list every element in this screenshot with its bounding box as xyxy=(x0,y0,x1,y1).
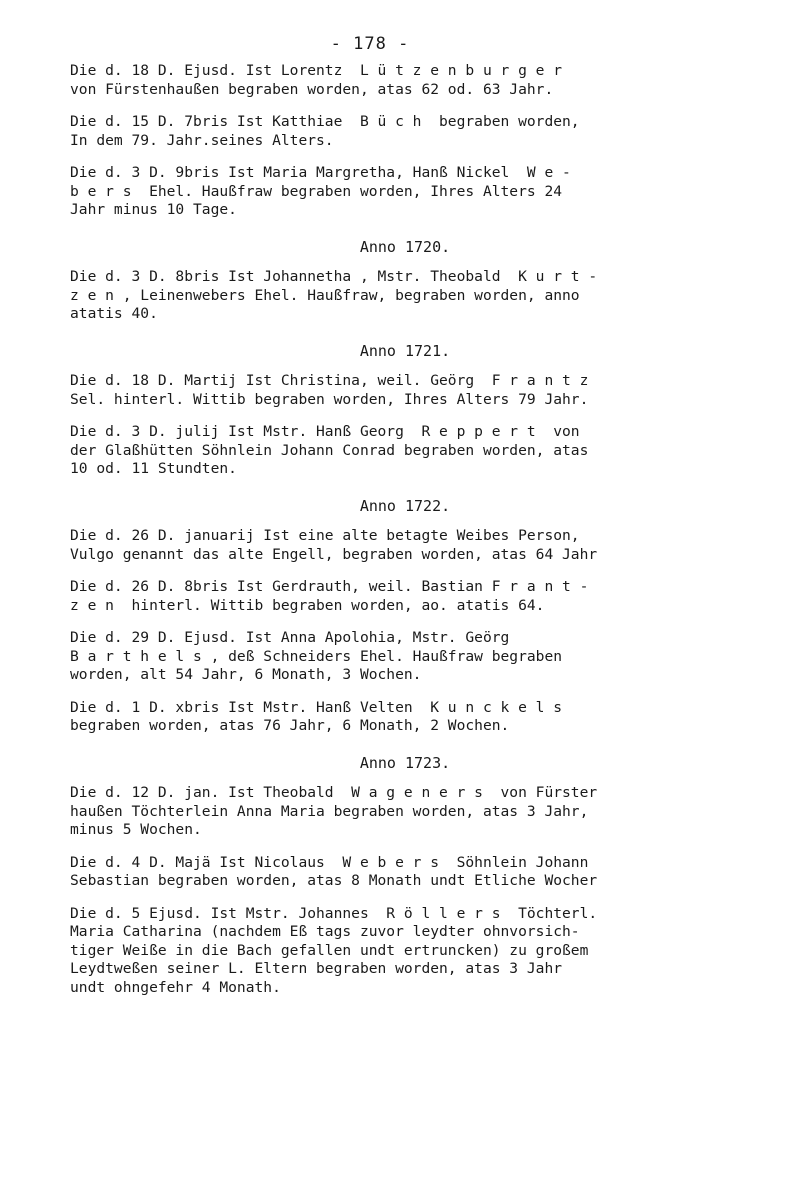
burial-entry: Die d. 3 D. julij Ist Mstr. Hanß Georg R e p p e r t von der Glaßhütten Söhnlein Johann Conrad begraben worden, atas 10 od. 11 Stundten. xyxy=(70,423,589,477)
burial-entry: Die d. 3 D. 8bris Ist Johannetha , Mstr. Theobald K u r t - z e n , Leinenwebers Ehel. Haußfraw, begraben worden, anno atatis 40. xyxy=(70,268,598,322)
register-content xyxy=(70,62,770,1011)
burial-entry: Die d. 26 D. januarij Ist eine alte betagte Weibes Person, Vulgo genannt das alte Engell, begraben worden, atas 64 Jahr xyxy=(70,527,598,563)
burial-entry: Die d. 26 D. 8bris Ist Gerdrauth, weil. Bastian F r a n t - z e n hinterl. Wittib begraben worden, ao. atatis 64. xyxy=(70,578,589,614)
year-heading: Anno 1723. xyxy=(359,753,451,772)
year-heading: Anno 1720. xyxy=(359,237,451,256)
burial-entry: Die d. 12 D. jan. Ist Theobald W a g e n e r s von Fürster haußen Töchterlein Anna Maria begraben worden, atas 3 Jahr, minus 5 Wochen. xyxy=(70,784,598,838)
burial-entry: Die d. 1 D. xbris Ist Mstr. Hanß Velten K u n c k e l s begraben worden, atas 76 Jahr, 6 Monath, 2 Wochen. xyxy=(70,698,563,734)
burial-entry: Die d. 18 D. Martij Ist Christina, weil. Geörg F r a n t z Sel. hinterl. Wittib begraben worden, Ihres Alters 79 Jahr. xyxy=(70,372,589,408)
burial-entry: Die d. 4 D. Majä Ist Nicolaus W e b e r s Söhnlein Johann Sebastian begraben worden, atas 8 Monath undt Etliche Wocher xyxy=(70,853,598,889)
page-number: - 178 - xyxy=(330,34,410,54)
burial-entry: Die d. 15 D. 7bris Ist Katthiae B ü c h begraben worden, In dem 79. Jahr.seines Alters. xyxy=(70,113,580,149)
burial-entry: Die d. 29 D. Ejusd. Ist Anna Apolohia, Mstr. Geörg B a r t h e l s , deß Schneiders Ehel. Haußfraw begraben worden, alt 54 Jahr, 6 Monath, 3 Wochen. xyxy=(70,629,563,683)
burial-entry: Die d. 18 D. Ejusd. Ist Lorentz L ü t z e n b u r g e r von Fürstenhaußen begraben worden, atas 62 od. 63 Jahr. xyxy=(70,62,563,98)
year-heading: Anno 1722. xyxy=(359,496,451,515)
burial-entry: Die d. 3 D. 9bris Ist Maria Margretha, Hanß Nickel W e - b e r s Ehel. Haußfraw begraben worden, Ihres Alters 24 Jahr minus 10 Tage. xyxy=(70,164,571,218)
burial-entry: Die d. 5 Ejusd. Ist Mstr. Johannes R ö l l e r s Töchterl. Maria Catharina (nachdem Eß tags zuvor leydter ohnvorsich- tiger Weiße in die Bach gefallen undt ertruncken) zu großem Leydtweßen seiner L. Eltern begraben worden, atas 3 Jahr undt ohngefehr 4 Monath. xyxy=(70,904,598,996)
year-heading: Anno 1721. xyxy=(359,341,451,360)
